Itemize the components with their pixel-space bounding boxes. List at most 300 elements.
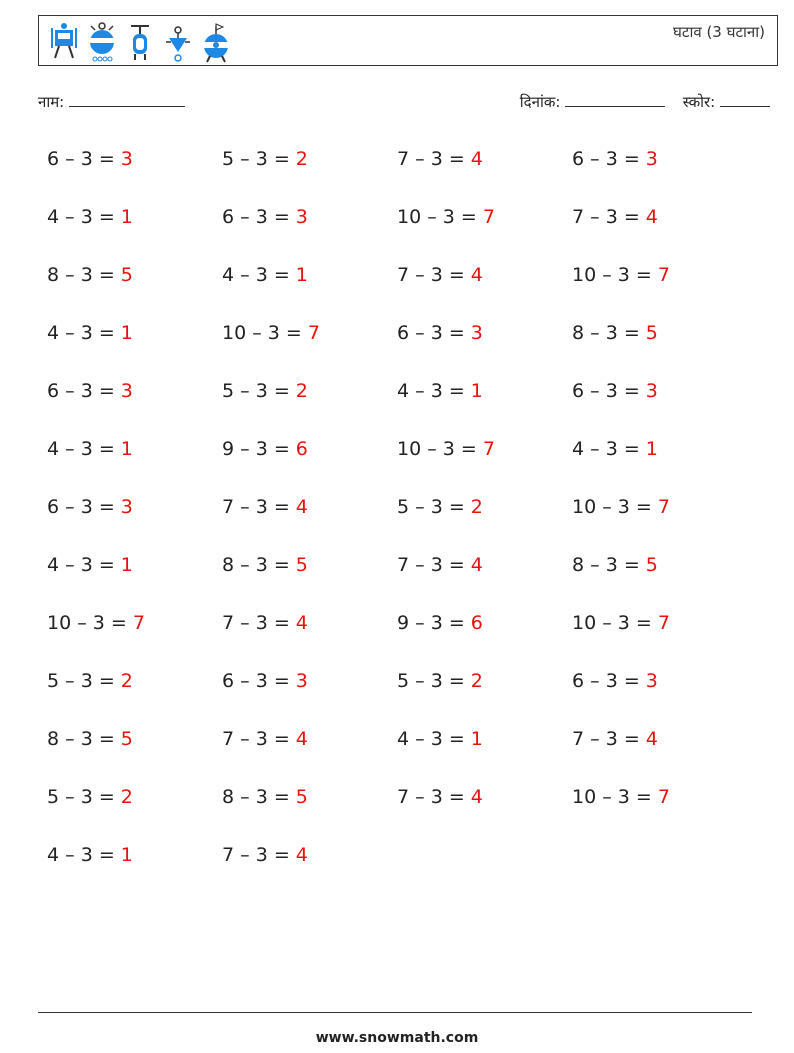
problem-question: 6 <box>47 380 60 402</box>
date-label: दिनांक: <box>519 93 561 111</box>
problem-subtrahend: 3 <box>605 148 618 170</box>
problem-subtrahend: 3 <box>255 844 268 866</box>
problem-operator: – <box>59 380 81 402</box>
problem-subtrahend: 3 <box>80 728 93 750</box>
problem <box>47 322 133 344</box>
problem-equals: = <box>617 438 646 460</box>
date-score-fields <box>520 92 770 112</box>
problem-equals: = <box>442 380 471 402</box>
problem-answer: 1 <box>120 554 133 576</box>
problem-question: 5 <box>397 496 410 518</box>
problem-subtrahend: 3 <box>80 380 93 402</box>
problem-subtrahend: 3 <box>255 264 268 286</box>
problem-operator: – <box>421 206 443 228</box>
problem-answer: 3 <box>120 148 133 170</box>
problem-question: 6 <box>222 206 235 228</box>
problem-row <box>47 612 767 670</box>
problem-subtrahend: 3 <box>255 496 268 518</box>
robot-icons <box>49 20 231 64</box>
problem-subtrahend: 3 <box>605 728 618 750</box>
problem <box>572 380 658 402</box>
problem-answer: 7 <box>132 612 145 634</box>
problem-subtrahend: 3 <box>255 554 268 576</box>
problem-subtrahend: 3 <box>605 670 618 692</box>
problem <box>572 206 658 228</box>
problem-question: 6 <box>397 322 410 344</box>
problem-equals: = <box>267 264 296 286</box>
problem-equals: = <box>267 206 296 228</box>
problem-subtrahend: 3 <box>255 670 268 692</box>
problem-operator: – <box>409 322 431 344</box>
problem-equals: = <box>617 148 646 170</box>
problem <box>47 786 133 808</box>
problem-question: 4 <box>397 380 410 402</box>
problem-row <box>47 148 767 206</box>
problem-subtrahend: 3 <box>430 380 443 402</box>
problem-question: 8 <box>222 554 235 576</box>
problem-operator: – <box>596 496 618 518</box>
problem <box>572 148 658 170</box>
problem-question: 4 <box>47 844 60 866</box>
problem-operator: – <box>234 148 256 170</box>
problem <box>572 554 658 576</box>
problem-operator: – <box>234 786 256 808</box>
problem-equals: = <box>267 844 296 866</box>
problem-subtrahend: 3 <box>80 322 93 344</box>
problem-question: 7 <box>222 728 235 750</box>
problem-operator: – <box>59 322 81 344</box>
problem-operator: – <box>584 380 606 402</box>
problem-operator: – <box>234 670 256 692</box>
robot-icon-1 <box>49 20 79 64</box>
problem-answer: 7 <box>657 786 670 808</box>
robot-icon-3 <box>125 20 155 64</box>
problem-equals: = <box>92 380 121 402</box>
problem-subtrahend: 3 <box>605 554 618 576</box>
problem-answer: 3 <box>295 670 308 692</box>
problem-equals: = <box>267 554 296 576</box>
problem-operator: – <box>246 322 268 344</box>
problem-answer: 1 <box>120 438 133 460</box>
problem-answer: 7 <box>657 612 670 634</box>
problem-operator: – <box>409 728 431 750</box>
problem-question: 4 <box>572 438 585 460</box>
problem-equals: = <box>442 786 471 808</box>
problem-question: 10 <box>397 438 422 460</box>
problem-equals: = <box>442 496 471 518</box>
problem-answer: 5 <box>120 728 133 750</box>
problem-operator: – <box>234 496 256 518</box>
problem-equals: = <box>442 670 471 692</box>
problem-answer: 7 <box>482 206 495 228</box>
problem <box>397 786 483 808</box>
problem-row <box>47 728 767 786</box>
problem-question: 4 <box>222 264 235 286</box>
problem-answer: 4 <box>295 612 308 634</box>
problem <box>397 670 483 692</box>
problem <box>572 728 658 750</box>
problem-subtrahend: 3 <box>255 438 268 460</box>
problem <box>397 438 495 460</box>
problem-question: 6 <box>572 148 585 170</box>
problem-equals: = <box>617 670 646 692</box>
problem-answer: 2 <box>295 380 308 402</box>
problem-row <box>47 786 767 844</box>
problem-subtrahend: 3 <box>255 380 268 402</box>
problem-question: 5 <box>47 670 60 692</box>
problem-operator: – <box>596 786 618 808</box>
problem-equals: = <box>104 612 133 634</box>
problem-equals: = <box>92 496 121 518</box>
problem-equals: = <box>267 496 296 518</box>
problem <box>222 322 320 344</box>
problem-question: 10 <box>397 206 422 228</box>
problem-subtrahend: 3 <box>255 786 268 808</box>
problem-question: 8 <box>47 728 60 750</box>
problem-operator: – <box>409 554 431 576</box>
problem <box>397 380 483 402</box>
problem-subtrahend: 3 <box>617 786 630 808</box>
problem-equals: = <box>617 206 646 228</box>
problem <box>397 496 483 518</box>
problem-answer: 6 <box>295 438 308 460</box>
problem-question: 10 <box>222 322 247 344</box>
problem-question: 7 <box>397 554 410 576</box>
problem-answer: 5 <box>295 786 308 808</box>
problem-subtrahend: 3 <box>605 322 618 344</box>
problem-question: 7 <box>397 264 410 286</box>
problem-answer: 4 <box>470 264 483 286</box>
problem-operator: – <box>584 670 606 692</box>
problem-equals: = <box>267 612 296 634</box>
problem-question: 4 <box>47 554 60 576</box>
problem-equals: = <box>617 728 646 750</box>
problem-subtrahend: 3 <box>430 554 443 576</box>
problem-equals: = <box>629 612 658 634</box>
problem-equals: = <box>267 786 296 808</box>
problem-operator: – <box>59 728 81 750</box>
problem-equals: = <box>92 786 121 808</box>
problem-operator: – <box>59 786 81 808</box>
problem-equals: = <box>267 670 296 692</box>
problem-row <box>47 844 767 902</box>
problem-subtrahend: 3 <box>80 148 93 170</box>
problem-subtrahend: 3 <box>430 612 443 634</box>
problem <box>572 786 670 808</box>
problem-equals: = <box>442 264 471 286</box>
problem-question: 6 <box>572 380 585 402</box>
problem-question: 6 <box>222 670 235 692</box>
problem-equals: = <box>92 728 121 750</box>
problem <box>47 670 133 692</box>
problem-equals: = <box>617 322 646 344</box>
problem-grid <box>47 148 767 902</box>
problem-equals: = <box>442 728 471 750</box>
problem-question: 6 <box>572 670 585 692</box>
score-line <box>720 92 770 107</box>
problem <box>47 612 145 634</box>
problem-question: 7 <box>222 844 235 866</box>
problem-subtrahend: 3 <box>430 670 443 692</box>
problem <box>222 380 308 402</box>
problem <box>572 612 670 634</box>
problem-question: 5 <box>222 148 235 170</box>
problem-operator: – <box>71 612 93 634</box>
problem <box>47 380 133 402</box>
problem-answer: 1 <box>120 844 133 866</box>
problem-answer: 2 <box>470 496 483 518</box>
problem-question: 7 <box>397 148 410 170</box>
problem-operator: – <box>596 612 618 634</box>
problem-subtrahend: 3 <box>80 844 93 866</box>
problem-question: 8 <box>572 554 585 576</box>
problem-question: 5 <box>397 670 410 692</box>
problem-answer: 1 <box>120 206 133 228</box>
footer-website: www.snowmath.com <box>315 1030 479 1046</box>
problem-equals: = <box>454 438 483 460</box>
problem-subtrahend: 3 <box>430 786 443 808</box>
problem-answer: 6 <box>470 612 483 634</box>
problem-equals: = <box>442 612 471 634</box>
problem <box>397 554 483 576</box>
problem-question: 10 <box>47 612 72 634</box>
problem-operator: – <box>409 786 431 808</box>
problem-operator: – <box>584 148 606 170</box>
problem-answer: 7 <box>657 264 670 286</box>
name-field <box>38 92 185 112</box>
problem-answer: 5 <box>295 554 308 576</box>
problem-answer: 4 <box>470 148 483 170</box>
problem-subtrahend: 3 <box>80 670 93 692</box>
problem <box>222 612 308 634</box>
problem-operator: – <box>409 496 431 518</box>
problem-answer: 3 <box>645 148 658 170</box>
problem-subtrahend: 3 <box>255 728 268 750</box>
problem-operator: – <box>59 554 81 576</box>
problem <box>47 206 133 228</box>
problem-equals: = <box>267 728 296 750</box>
problem-operator: – <box>59 438 81 460</box>
problem-equals: = <box>92 844 121 866</box>
problem-equals: = <box>267 148 296 170</box>
problem-row <box>47 380 767 438</box>
problem-operator: – <box>584 554 606 576</box>
problem <box>572 438 658 460</box>
problem-question: 7 <box>222 612 235 634</box>
problem <box>397 612 483 634</box>
problem-subtrahend: 3 <box>430 728 443 750</box>
problem-operator: – <box>59 148 81 170</box>
problem-subtrahend: 3 <box>80 206 93 228</box>
problem-operator: – <box>234 206 256 228</box>
problem-equals: = <box>629 264 658 286</box>
problem-equals: = <box>442 554 471 576</box>
problem-question: 10 <box>572 496 597 518</box>
problem-subtrahend: 3 <box>430 264 443 286</box>
problem-operator: – <box>234 728 256 750</box>
problem-answer: 2 <box>295 148 308 170</box>
problem-operator: – <box>59 844 81 866</box>
problem-answer: 5 <box>120 264 133 286</box>
problem-equals: = <box>92 554 121 576</box>
problem-subtrahend: 3 <box>605 380 618 402</box>
problem-equals: = <box>442 322 471 344</box>
problem <box>222 496 308 518</box>
problem <box>572 670 658 692</box>
problem-subtrahend: 3 <box>80 786 93 808</box>
problem-question: 6 <box>47 496 60 518</box>
problem-answer: 7 <box>482 438 495 460</box>
problem <box>572 496 670 518</box>
problem-question: 10 <box>572 786 597 808</box>
problem-answer: 4 <box>470 554 483 576</box>
problem-answer: 1 <box>470 728 483 750</box>
problem-operator: – <box>409 612 431 634</box>
problem-subtrahend: 3 <box>92 612 105 634</box>
problem-equals: = <box>92 670 121 692</box>
worksheet-header <box>38 15 778 66</box>
problem-operator: – <box>584 728 606 750</box>
problem-row <box>47 496 767 554</box>
problem-row <box>47 264 767 322</box>
problem-question: 7 <box>572 206 585 228</box>
problem-operator: – <box>234 264 256 286</box>
robot-icon-5 <box>201 20 231 64</box>
problem-answer: 7 <box>307 322 320 344</box>
problem-answer: 4 <box>295 728 308 750</box>
problem <box>47 264 133 286</box>
problem-equals: = <box>279 322 308 344</box>
problem-subtrahend: 3 <box>605 438 618 460</box>
problem <box>222 844 308 866</box>
problem-answer: 1 <box>645 438 658 460</box>
problem-equals: = <box>92 264 121 286</box>
problem <box>47 844 133 866</box>
problem <box>222 670 308 692</box>
problem-answer: 4 <box>470 786 483 808</box>
date-line <box>565 92 665 107</box>
problem-question: 10 <box>572 612 597 634</box>
problem-answer: 3 <box>645 380 658 402</box>
problem-subtrahend: 3 <box>617 612 630 634</box>
problem-operator: – <box>584 322 606 344</box>
problem-answer: 1 <box>295 264 308 286</box>
problem-answer: 7 <box>657 496 670 518</box>
problem-operator: – <box>234 438 256 460</box>
problem-subtrahend: 3 <box>255 148 268 170</box>
problem-subtrahend: 3 <box>80 496 93 518</box>
problem <box>222 206 308 228</box>
problem-answer: 3 <box>295 206 308 228</box>
worksheet-title: घटाव (3 घटाना) <box>673 23 765 41</box>
problem-operator: – <box>59 670 81 692</box>
problem <box>47 728 133 750</box>
problem-question: 8 <box>47 264 60 286</box>
problem-equals: = <box>629 496 658 518</box>
problem-equals: = <box>92 206 121 228</box>
name-line <box>69 92 185 107</box>
problem-equals: = <box>617 380 646 402</box>
problem <box>397 264 483 286</box>
problem <box>47 496 133 518</box>
problem-subtrahend: 3 <box>442 206 455 228</box>
problem-answer: 4 <box>645 206 658 228</box>
problem-answer: 2 <box>120 786 133 808</box>
problem-row <box>47 670 767 728</box>
problem-operator: – <box>59 206 81 228</box>
problem-answer: 1 <box>120 322 133 344</box>
problem-equals: = <box>629 786 658 808</box>
problem-question: 5 <box>47 786 60 808</box>
problem-answer: 5 <box>645 554 658 576</box>
problem-question: 7 <box>222 496 235 518</box>
problem-question: 5 <box>222 380 235 402</box>
problem-subtrahend: 3 <box>617 496 630 518</box>
problem-operator: – <box>59 496 81 518</box>
problem-equals: = <box>267 438 296 460</box>
problem <box>397 728 483 750</box>
problem-answer: 5 <box>645 322 658 344</box>
problem-row <box>47 206 767 264</box>
problem <box>397 206 495 228</box>
problem <box>397 148 483 170</box>
problem-equals: = <box>267 380 296 402</box>
problem-equals: = <box>92 322 121 344</box>
problem-operator: – <box>234 844 256 866</box>
problem-operator: – <box>596 264 618 286</box>
problem-subtrahend: 3 <box>255 206 268 228</box>
problem-subtrahend: 3 <box>80 264 93 286</box>
problem-answer: 2 <box>120 670 133 692</box>
problem <box>47 554 133 576</box>
problem-question: 7 <box>397 786 410 808</box>
problem-subtrahend: 3 <box>430 496 443 518</box>
problem <box>222 148 308 170</box>
problem-question: 4 <box>397 728 410 750</box>
problem-question: 9 <box>222 438 235 460</box>
problem-equals: = <box>454 206 483 228</box>
problem <box>47 438 133 460</box>
name-label: नाम: <box>38 93 65 111</box>
problem-question: 9 <box>397 612 410 634</box>
problem-row <box>47 322 767 380</box>
problem-subtrahend: 3 <box>430 322 443 344</box>
problem-answer: 3 <box>470 322 483 344</box>
problem-question: 4 <box>47 206 60 228</box>
problem-row <box>47 438 767 496</box>
problem-equals: = <box>92 148 121 170</box>
problem-question: 7 <box>572 728 585 750</box>
problem-equals: = <box>92 438 121 460</box>
problem-operator: – <box>584 438 606 460</box>
problem-subtrahend: 3 <box>267 322 280 344</box>
problem-operator: – <box>409 264 431 286</box>
problem-operator: – <box>584 206 606 228</box>
problem-operator: – <box>421 438 443 460</box>
problem <box>572 322 658 344</box>
problem-answer: 3 <box>120 380 133 402</box>
problem-operator: – <box>234 612 256 634</box>
problem-subtrahend: 3 <box>617 264 630 286</box>
problem <box>222 786 308 808</box>
problem <box>222 728 308 750</box>
problem <box>222 264 308 286</box>
problem-operator: – <box>409 148 431 170</box>
problem-question: 8 <box>222 786 235 808</box>
problem-operator: – <box>234 554 256 576</box>
problem-answer: 3 <box>120 496 133 518</box>
problem-question: 6 <box>47 148 60 170</box>
